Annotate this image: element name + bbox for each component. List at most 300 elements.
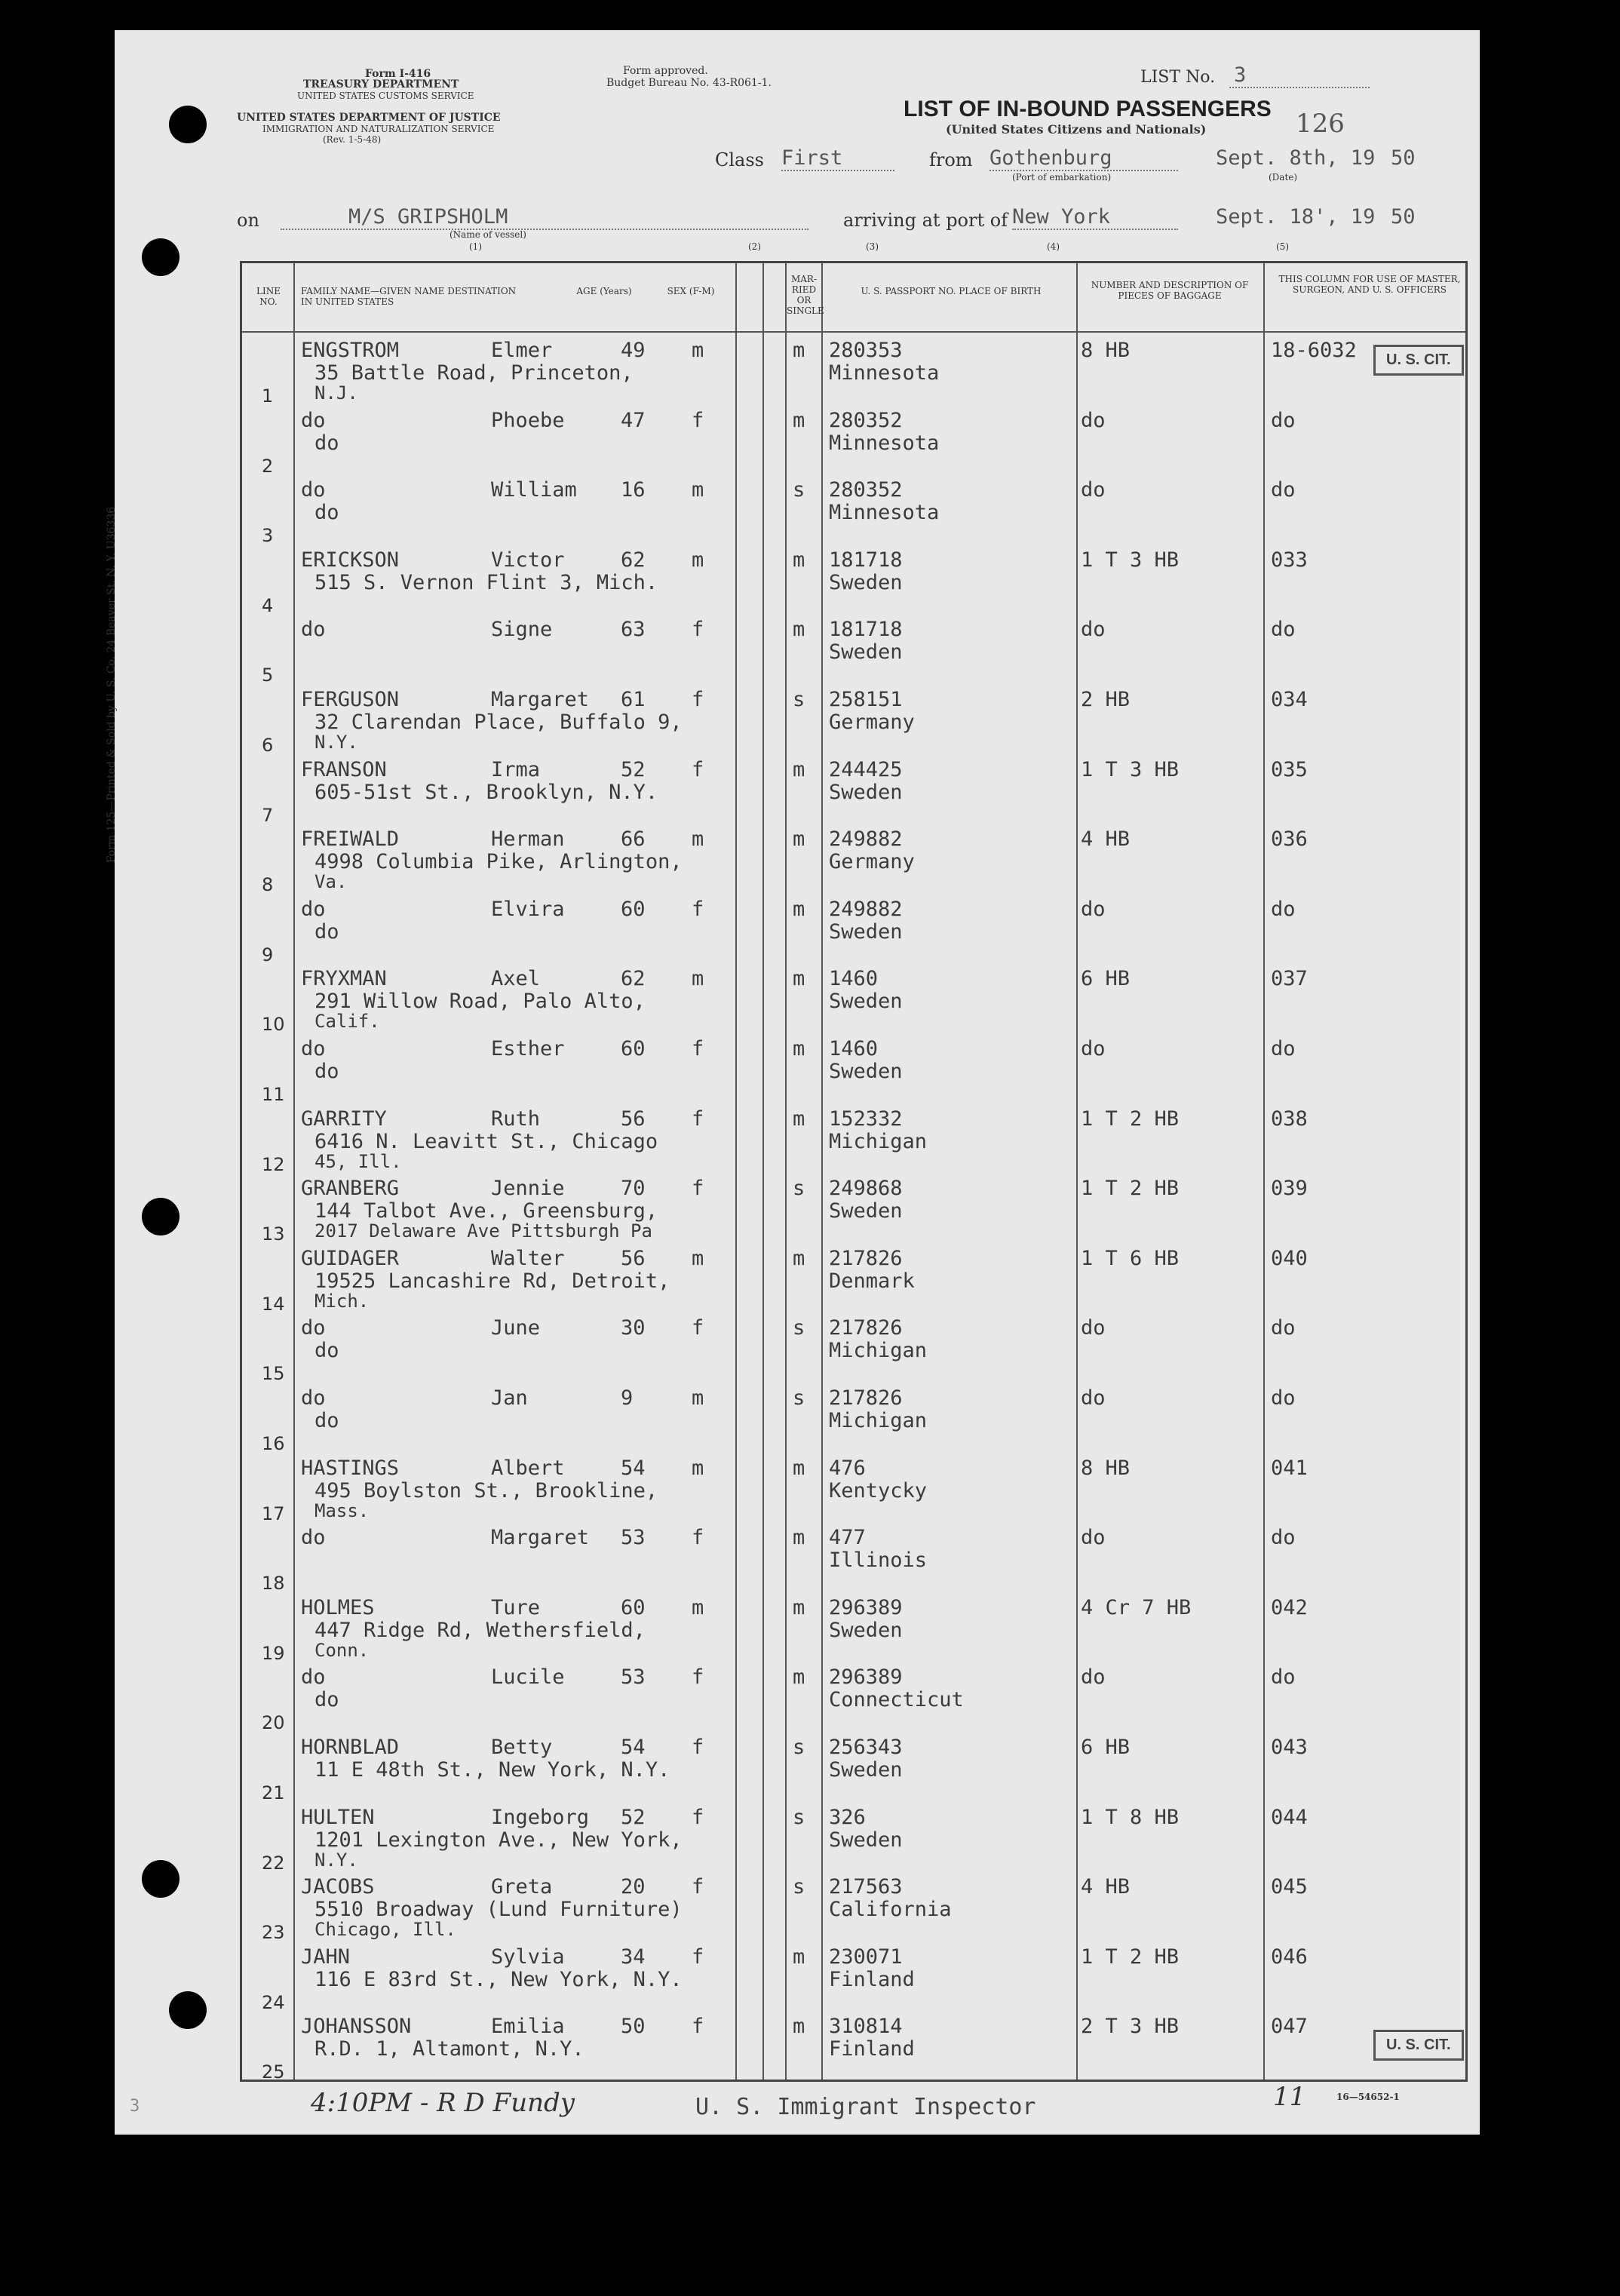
place-of-birth: Finland [829, 1967, 915, 1991]
table-row [242, 339, 1465, 409]
line-number: 3 [262, 525, 274, 547]
age: 60 [621, 1595, 646, 1619]
baggage: do [1081, 478, 1106, 502]
marital-status: m [793, 1107, 805, 1131]
table-row [242, 1945, 1465, 2015]
sex: f [692, 688, 704, 711]
page-number: 126 [1296, 109, 1345, 139]
destination-address: 144 Talbot Ave., Greensburg, [314, 1199, 658, 1223]
passport-number: 181718 [829, 618, 903, 642]
destination-address-2: Va. [314, 871, 348, 893]
marital-status: m [793, 897, 805, 921]
officer-entry: 033 [1271, 548, 1308, 572]
officer-entry: 046 [1271, 1945, 1308, 1969]
passport-number: 217826 [829, 1316, 903, 1340]
port-embarkation-caption: (Port of embarkation) [1012, 172, 1112, 183]
destination-address: 1201 Lexington Ave., New York, [314, 1828, 683, 1852]
age: 9 [621, 1386, 634, 1410]
sex: f [692, 1107, 704, 1131]
destination-address: 291 Willow Road, Palo Alto, [314, 990, 646, 1014]
line-number: 13 [262, 1223, 285, 1245]
sex: f [692, 1875, 704, 1899]
officer-entry: 036 [1271, 827, 1308, 852]
marital-status: s [793, 1805, 805, 1829]
age: 61 [621, 688, 646, 711]
budget-bureau: Budget Bureau No. 43-R061-1. [606, 77, 772, 89]
sex: m [692, 827, 704, 852]
sex: m [692, 1456, 704, 1480]
table-row [242, 1736, 1465, 1806]
class-label: Class [715, 149, 764, 170]
passport-number: 230071 [829, 1945, 903, 1969]
binder-hole [142, 1198, 179, 1235]
place-of-birth: Sweden [829, 1199, 903, 1223]
list-no-value: 3 [1229, 63, 1370, 88]
immigrant-inspector: U. S. Immigrant Inspector [695, 2094, 1036, 2120]
officer-entry: do [1271, 897, 1296, 921]
table-row [242, 758, 1465, 828]
officer-entry: 035 [1271, 757, 1308, 781]
officer-entry: 042 [1271, 1595, 1308, 1619]
place-of-birth: Denmark [829, 1269, 915, 1293]
given-name: Albert [491, 1456, 565, 1480]
destination-address: 495 Boylston St., Brookline, [314, 1478, 658, 1503]
passport-number: 326 [829, 1805, 866, 1829]
marital-status: s [793, 478, 805, 502]
age: 47 [621, 408, 646, 432]
age: 30 [621, 1316, 646, 1340]
place-of-birth: Michigan [829, 1129, 928, 1153]
place-of-birth: Minnesota [829, 431, 940, 455]
marital-status: m [793, 827, 805, 852]
printer-side-text: Form 125—Printed & Sold by U. S. Co. 24 Beaver St. N. Y. U36336 [106, 506, 118, 864]
family-name: do [301, 478, 326, 502]
place-of-birth: Sweden [829, 1828, 903, 1852]
place-of-birth: Sweden [829, 640, 903, 665]
line-number: 11 [262, 1084, 285, 1105]
baggage: 2 HB [1081, 688, 1131, 711]
given-name: Esther [491, 1037, 565, 1061]
given-name: Irma [491, 757, 541, 781]
officer-entry: 043 [1271, 1736, 1308, 1759]
baggage: 1 T 3 HB [1081, 757, 1180, 781]
table-row [242, 1247, 1465, 1317]
officer-entry: do [1271, 478, 1296, 502]
line-number: 24 [262, 1991, 285, 2013]
family-name: JOHANSSON [301, 2015, 412, 2039]
sex: f [692, 757, 704, 781]
baggage: do [1081, 618, 1106, 642]
family-name: HORNBLAD [301, 1736, 400, 1759]
table-row [242, 1526, 1465, 1596]
justice-department: UNITED STATES DEPARTMENT OF JUSTICE [237, 112, 501, 124]
family-name: FERGUSON [301, 688, 400, 711]
passport-number: 244425 [829, 757, 903, 781]
form-number: Form I-416 [365, 68, 431, 80]
baggage: 4 HB [1081, 827, 1131, 852]
age: 60 [621, 1037, 646, 1061]
given-name: Jennie [491, 1177, 565, 1201]
line-number: 5 [262, 665, 274, 686]
passport-number: 1460 [829, 967, 879, 991]
baggage: do [1081, 1316, 1106, 1340]
baggage: 8 HB [1081, 339, 1131, 362]
port-of-embarkation: Gothenburg [989, 146, 1178, 171]
baggage: 2 T 3 HB [1081, 2015, 1180, 2039]
list-no-label: LIST No. [1140, 68, 1216, 87]
baggage: 4 Cr 7 HB [1081, 1595, 1192, 1619]
sex: m [692, 1246, 704, 1270]
given-name: Ture [491, 1595, 541, 1619]
given-name: Signe [491, 618, 553, 642]
family-name: do [301, 1526, 326, 1550]
family-name: FRANSON [301, 757, 387, 781]
marital-status: m [793, 1456, 805, 1480]
age: 54 [621, 1736, 646, 1759]
given-name: Victor [491, 548, 565, 572]
line-number: 22 [262, 1852, 285, 1874]
officer-entry: 18-6032 [1271, 339, 1357, 362]
place-of-birth: Sweden [829, 919, 903, 944]
table-row [242, 548, 1465, 619]
passport-number: 1460 [829, 1037, 879, 1061]
age: 20 [621, 1875, 646, 1899]
line-number: 15 [262, 1363, 285, 1385]
given-name: Margaret [491, 688, 590, 711]
column-number-4: (4) [1047, 241, 1060, 252]
sex: m [692, 548, 704, 572]
given-name: Margaret [491, 1526, 590, 1550]
header-married: MAR-RIED OR SINGLE [787, 274, 824, 316]
age: 16 [621, 478, 646, 502]
destination-address-2: Mich. [314, 1290, 370, 1312]
passport-number: 476 [829, 1456, 866, 1480]
on-label: on [237, 210, 259, 231]
given-name: Phoebe [491, 408, 565, 432]
date-caption: (Date) [1269, 172, 1298, 183]
table-row [242, 478, 1465, 548]
passport-number: 296389 [829, 1665, 903, 1690]
officer-entry: 038 [1271, 1107, 1308, 1131]
destination-address: do [314, 1688, 339, 1712]
passport-number: 217826 [829, 1386, 903, 1410]
officer-entry: 045 [1271, 1875, 1308, 1899]
place-of-birth: Sweden [829, 780, 903, 804]
passport-number: 256343 [829, 1736, 903, 1759]
sex: m [692, 339, 704, 362]
marital-status: m [793, 1526, 805, 1550]
line-number: 25 [262, 2061, 285, 2083]
marital-status: m [793, 408, 805, 432]
table-row [242, 1875, 1465, 1945]
line-number: 18 [262, 1573, 285, 1595]
form-revision: (Rev. 1-5-48) [323, 134, 382, 145]
given-name: Emilia [491, 2015, 565, 2039]
line-number: 4 [262, 594, 274, 616]
sex: m [692, 478, 704, 502]
given-name: June [491, 1316, 541, 1340]
column-number-1: (1) [469, 241, 482, 252]
place-of-birth: Kentycky [829, 1478, 928, 1503]
header-baggage: NUMBER AND DESCRIPTION OF PIECES OF BAGGAGE [1091, 280, 1249, 301]
baggage: do [1081, 1037, 1106, 1061]
header-line-no: LINE NO. [256, 286, 281, 307]
place-of-birth: Sweden [829, 1060, 903, 1083]
marital-status: m [793, 339, 805, 362]
table-row [242, 1386, 1465, 1456]
arrival-port: New York [1012, 205, 1178, 230]
header-passport: U. S. PASSPORT NO. PLACE OF BIRTH [861, 286, 1042, 296]
age: 50 [621, 2015, 646, 2039]
officer-entry: do [1271, 408, 1296, 432]
table-row [242, 827, 1465, 898]
sex: f [692, 1526, 704, 1550]
line-number: 2 [262, 455, 274, 477]
place-of-birth: Germany [829, 711, 915, 734]
baggage: 6 HB [1081, 1736, 1131, 1759]
place-of-birth: Germany [829, 850, 915, 874]
passport-number: 477 [829, 1526, 866, 1550]
destination-address-2: 45, Ill. [314, 1150, 402, 1172]
marital-status: s [793, 688, 805, 711]
document-title: LIST OF IN-BOUND PASSENGERS [904, 97, 1272, 121]
family-name: ERICKSON [301, 548, 400, 572]
family-name: HASTINGS [301, 1456, 400, 1480]
officer-entry: 037 [1271, 967, 1308, 991]
baggage: do [1081, 897, 1106, 921]
binder-hole [142, 238, 179, 276]
table-row [242, 1596, 1465, 1666]
given-name: Ruth [491, 1107, 541, 1131]
sex: f [692, 1945, 704, 1969]
officer-entry: 039 [1271, 1177, 1308, 1201]
destination-address-2: Calif. [314, 1011, 380, 1033]
table-row [242, 1665, 1465, 1736]
officer-entry: do [1271, 1665, 1296, 1690]
place-of-birth: Sweden [829, 1618, 903, 1642]
baggage: 1 T 3 HB [1081, 548, 1180, 572]
destination-address: R.D. 1, Altamont, N.Y. [314, 2037, 584, 2061]
line-number: 14 [262, 1293, 285, 1315]
place-of-birth: California [829, 1898, 952, 1922]
from-label: from [929, 149, 973, 170]
age: 60 [621, 897, 646, 921]
age: 54 [621, 1456, 646, 1480]
line-number: 21 [262, 1782, 285, 1803]
marital-status: m [793, 1246, 805, 1270]
place-of-birth: Michigan [829, 1409, 928, 1432]
marital-status: m [793, 2015, 805, 2039]
given-name: Axel [491, 967, 541, 991]
binder-hole [169, 1991, 207, 2029]
form-approved: Form approved. [623, 65, 708, 77]
destination-address: 32 Clarendan Place, Buffalo 9, [314, 711, 683, 734]
line-number: 12 [262, 1153, 285, 1175]
table-row [242, 688, 1465, 758]
family-name: do [301, 1665, 326, 1690]
column-number-3: (3) [866, 241, 879, 252]
baggage: 4 HB [1081, 1875, 1131, 1899]
document-subtitle: (United States Citizens and Nationals) [946, 122, 1207, 137]
table-row [242, 2015, 1465, 2085]
destination-address-2: Conn. [314, 1639, 370, 1661]
passport-number: 296389 [829, 1595, 903, 1619]
place-of-birth: Illinois [829, 1549, 928, 1573]
officer-entry: 047 [1271, 2015, 1308, 2039]
place-of-birth: Sweden [829, 570, 903, 594]
baggage: do [1081, 1386, 1106, 1410]
given-name: Ingeborg [491, 1805, 590, 1829]
line-number: 9 [262, 944, 274, 965]
destination-address: 11 E 48th St., New York, N.Y. [314, 1758, 670, 1782]
given-name: Jan [491, 1386, 528, 1410]
place-of-birth: Finland [829, 2037, 915, 2061]
passport-number: 217826 [829, 1246, 903, 1270]
sex: f [692, 1736, 704, 1759]
vessel-name: M/S GRIPSHOLM [281, 205, 808, 230]
place-of-birth: Sweden [829, 990, 903, 1014]
marital-status: s [793, 1386, 805, 1410]
passport-number: 152332 [829, 1107, 903, 1131]
place-of-birth: Minnesota [829, 501, 940, 525]
line-number: 1 [262, 385, 274, 407]
sex: f [692, 618, 704, 642]
destination-address: 35 Battle Road, Princeton, [314, 361, 634, 385]
given-name: Betty [491, 1736, 553, 1759]
table-row [242, 898, 1465, 968]
family-name: GUIDAGER [301, 1246, 400, 1270]
baggage: 1 T 6 HB [1081, 1246, 1180, 1270]
passport-number: 310814 [829, 2015, 903, 2039]
header-age: AGE (Years) [576, 286, 632, 296]
family-name: JAHN [301, 1945, 351, 1969]
destination-address-2: N.J. [314, 382, 358, 404]
customs-service: UNITED STATES CUSTOMS SERVICE [297, 91, 474, 101]
family-name: GRANBERG [301, 1177, 400, 1201]
destination-address: do [314, 1060, 339, 1083]
line-number: 16 [262, 1433, 285, 1454]
destination-address: do [314, 1339, 339, 1363]
given-name: Greta [491, 1875, 553, 1899]
given-name: Herman [491, 827, 565, 852]
family-name: do [301, 1316, 326, 1340]
destination-address: 447 Ridge Rd, Wethersfield, [314, 1618, 646, 1642]
marital-status: m [793, 618, 805, 642]
passport-number: 280352 [829, 478, 903, 502]
line-number: 19 [262, 1642, 285, 1664]
marital-status: s [793, 1177, 805, 1201]
binder-hole [142, 1860, 179, 1898]
given-name: Sylvia [491, 1945, 565, 1969]
destination-address: 515 S. Vernon Flint 3, Mich. [314, 570, 658, 594]
place-of-birth: Michigan [829, 1339, 928, 1363]
departure-date: Sept. 8th, 19 [1216, 146, 1376, 170]
header-officers: THIS COLUMN FOR USE OF MASTER, SURGEON, AND U. S. OFFICERS [1278, 274, 1461, 295]
passport-number: 258151 [829, 688, 903, 711]
sex: m [692, 1386, 704, 1410]
place-of-birth: Minnesota [829, 361, 940, 385]
baggage: 1 T 2 HB [1081, 1107, 1180, 1131]
header-sex: SEX (F-M) [667, 286, 715, 296]
officer-entry: do [1271, 618, 1296, 642]
family-name: HULTEN [301, 1805, 375, 1829]
sex: m [692, 1595, 704, 1619]
passport-number: 249868 [829, 1177, 903, 1201]
officer-entry: do [1271, 1526, 1296, 1550]
table-row [242, 1456, 1465, 1527]
class-value: First [781, 146, 894, 171]
destination-address: do [314, 1409, 339, 1432]
table-row [242, 1177, 1465, 1247]
destination-address-2: N.Y. [314, 1849, 358, 1871]
age: 62 [621, 967, 646, 991]
passport-number: 181718 [829, 548, 903, 572]
treasury-department: TREASURY DEPARTMENT [303, 78, 459, 91]
column-number-2: (2) [748, 241, 761, 252]
sex: m [692, 967, 704, 991]
check-mark-footer: 11 [1273, 2082, 1306, 2112]
destination-address-2: 2017 Delaware Ave Pittsburgh Pa [314, 1220, 652, 1242]
place-of-birth: Connecticut [829, 1688, 964, 1712]
age: 53 [621, 1526, 646, 1550]
baggage: 6 HB [1081, 967, 1131, 991]
family-name: JACOBS [301, 1875, 375, 1899]
margin-mark: 3 [130, 2097, 140, 2116]
baggage: do [1081, 1526, 1106, 1550]
table-row [242, 1037, 1465, 1107]
officer-entry: do [1271, 1037, 1296, 1061]
sex: f [692, 1037, 704, 1061]
marital-status: m [793, 548, 805, 572]
arriving-label: arriving at port of [843, 210, 1008, 231]
marital-status: m [793, 757, 805, 781]
age: 49 [621, 339, 646, 362]
destination-address: 19525 Lancashire Rd, Detroit, [314, 1269, 670, 1293]
binder-hole [169, 106, 207, 143]
table-row [242, 967, 1465, 1037]
family-name: do [301, 897, 326, 921]
destination-address-2: Chicago, Ill. [314, 1919, 456, 1941]
passport-number: 217563 [829, 1875, 903, 1899]
given-name: Elmer [491, 339, 553, 362]
destination-address-2: Mass. [314, 1499, 370, 1521]
passport-number: 280352 [829, 408, 903, 432]
family-name: do [301, 408, 326, 432]
given-name: Walter [491, 1246, 565, 1270]
sex: f [692, 1665, 704, 1690]
destination-address: do [314, 431, 339, 455]
us-citizen-stamp-top: U. S. CIT. [1373, 345, 1464, 376]
baggage: 1 T 2 HB [1081, 1945, 1180, 1969]
baggage: 1 T 8 HB [1081, 1805, 1180, 1829]
table-row [242, 409, 1465, 479]
destination-address: do [314, 919, 339, 944]
passport-number: 280353 [829, 339, 903, 362]
age: 52 [621, 1805, 646, 1829]
family-name: do [301, 1037, 326, 1061]
family-name: do [301, 618, 326, 642]
form-code: 16—54652-1 [1336, 2092, 1400, 2102]
sex: f [692, 897, 704, 921]
officer-entry: do [1271, 1316, 1296, 1340]
age: 70 [621, 1177, 646, 1201]
sex: f [692, 2015, 704, 2039]
marital-status: m [793, 1665, 805, 1690]
marital-status: s [793, 1736, 805, 1759]
line-number: 20 [262, 1712, 285, 1734]
destination-address: 116 E 83rd St., New York, N.Y. [314, 1967, 683, 1991]
given-name: William [491, 478, 577, 502]
